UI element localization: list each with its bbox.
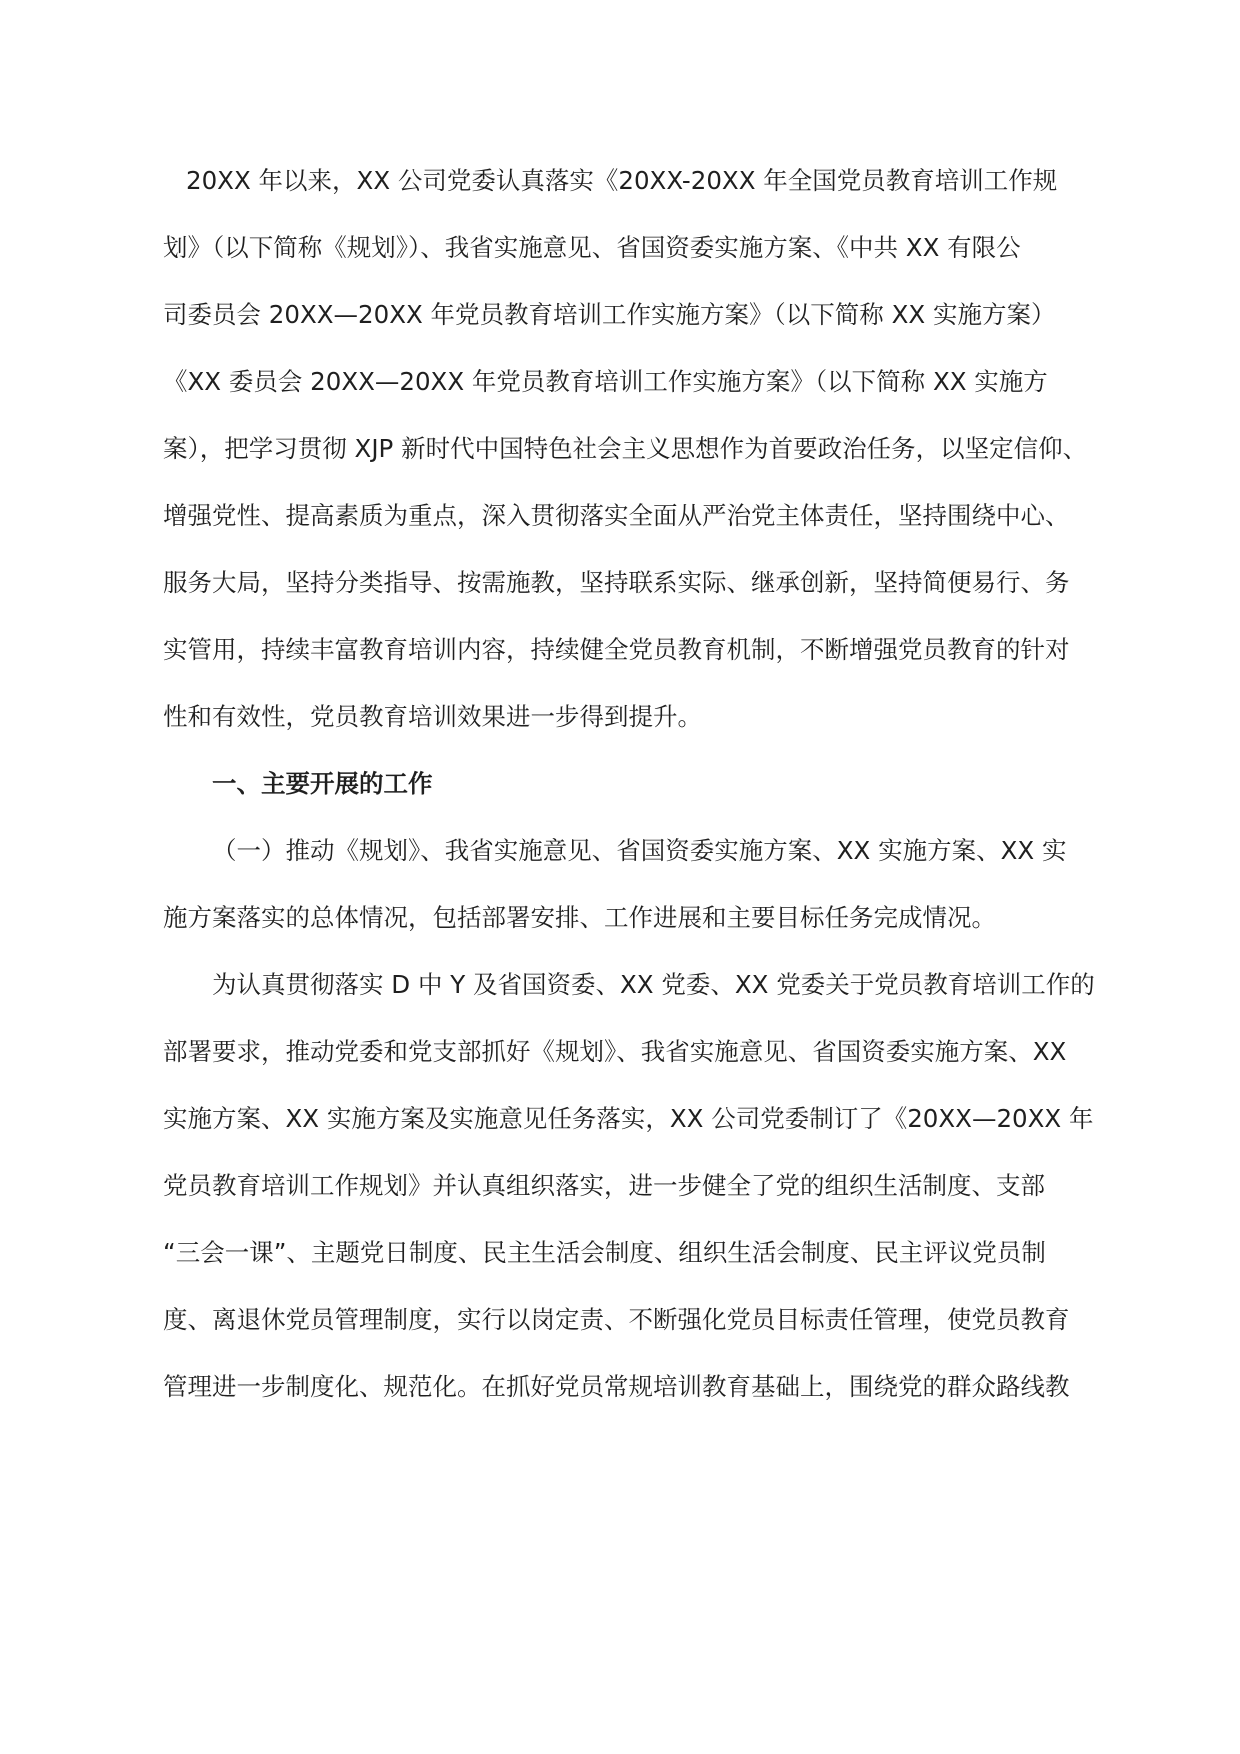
subsection-heading: （一）推动《规划》、我省实施意见、省国资委实施方案、XX 实施方案、XX 实 bbox=[212, 836, 1067, 865]
paragraph-line: “三会一课”、主题党日制度、民主生活会制度、组织生活会制度、民主评议党员制 bbox=[163, 1238, 1046, 1267]
paragraph-line: 度、离退休党员管理制度，实行以岗定责、不断强化党员目标责任管理，使党员教育 bbox=[163, 1305, 1070, 1334]
paragraph-line: 划》（以下简称《规划》）、我省实施意见、省国资委实施方案、《中共 XX 有限公 bbox=[163, 233, 1021, 262]
paragraph-line: 管理进一步制度化、规范化。在抓好党员常规培训教育基础上，围绕党的群众路线教 bbox=[163, 1372, 1070, 1401]
paragraph-line: 《XX 委员会 20XX—20XX 年党员教育培训工作实施方案》（以下简称 XX 实施方 bbox=[163, 367, 1048, 396]
paragraph-line: 实施方案、XX 实施方案及实施意见任务落实，XX 公司党委制订了《20XX—20XX 年 bbox=[163, 1104, 1094, 1133]
paragraph-line: 部署要求，推动党委和党支部抓好《规划》、我省实施意见、省国资委实施方案、XX bbox=[163, 1037, 1067, 1066]
paragraph-line: 司委员会 20XX—20XX 年党员教育培训工作实施方案》（以下简称 XX 实施方案） bbox=[163, 300, 1056, 329]
paragraph-line: 为认真贯彻落实 D 中 Y 及省国资委、XX 党委、XX 党委关于党员教育培训工作的 bbox=[212, 970, 1095, 999]
paragraph-line: 服务大局，坚持分类指导、按需施教，坚持联系实际、继承创新，坚持简便易行、务 bbox=[163, 568, 1070, 597]
paragraph-line: 施方案落实的总体情况，包括部署安排、工作进展和主要目标任务完成情况。 bbox=[163, 903, 996, 932]
paragraph-line: 性和有效性，党员教育培训效果进一步得到提升。 bbox=[163, 702, 702, 731]
paragraph-line: 增强党性、提高素质为重点，深入贯彻落实全面从严治党主体责任，坚持围绕中心、 bbox=[163, 501, 1070, 530]
paragraph-line: 20XX 年以来，XX 公司党委认真落实《20XX-20XX 年全国党员教育培训工作规 bbox=[186, 166, 1058, 195]
paragraph-line: 党员教育培训工作规划》并认真组织落实，进一步健全了党的组织生活制度、支部 bbox=[163, 1171, 1045, 1200]
paragraph-line: 实管用，持续丰富教育培训内容，持续健全党员教育机制，不断增强党员教育的针对 bbox=[163, 635, 1070, 664]
section-heading: 一、主要开展的工作 bbox=[212, 769, 433, 798]
paragraph-line: 案），把学习贯彻 XJP 新时代中国特色社会主义思想作为首要政治任务，以坚定信仰、 bbox=[163, 434, 1088, 463]
